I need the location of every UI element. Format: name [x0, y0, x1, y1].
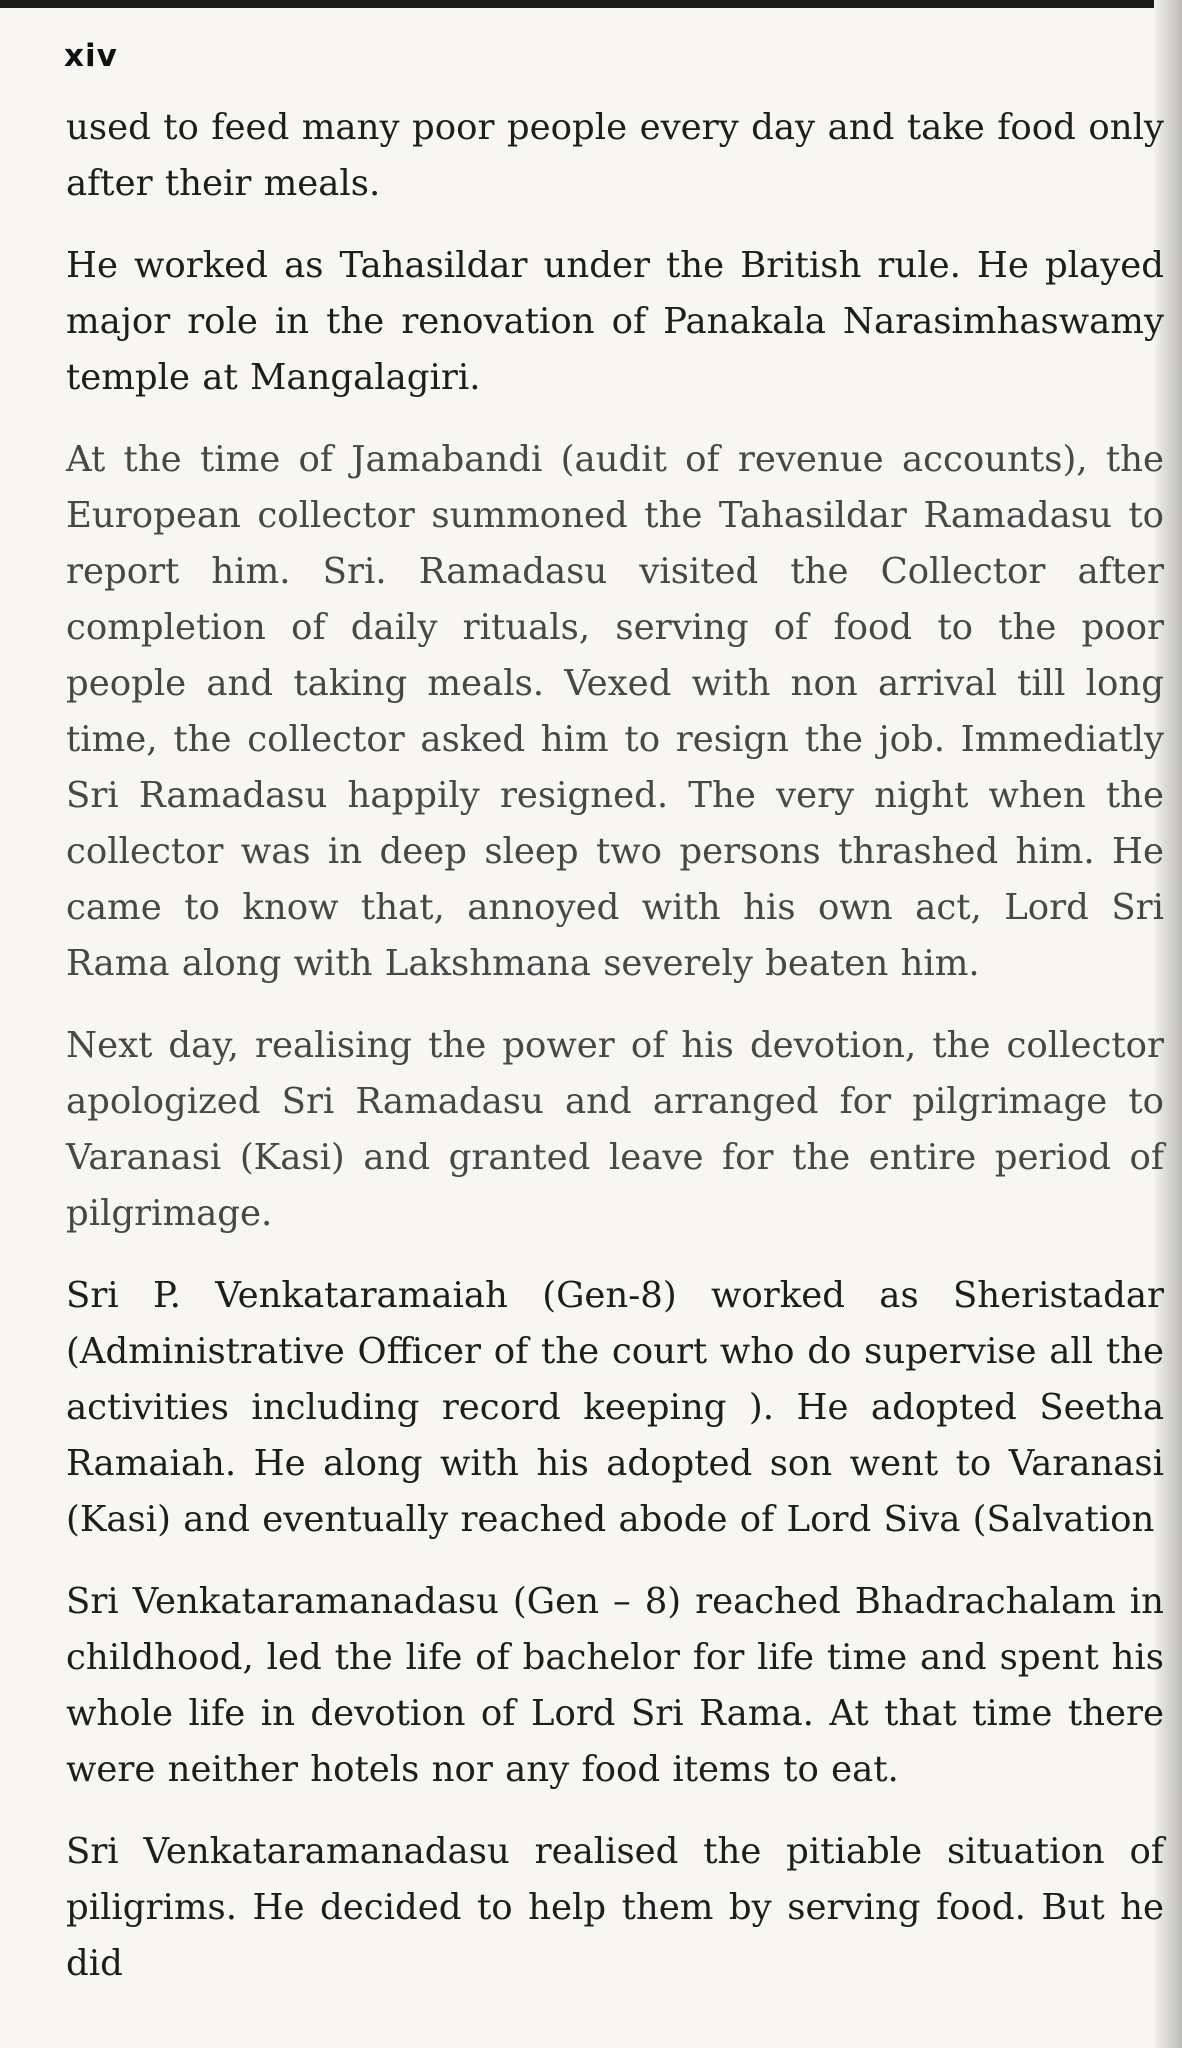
- paragraph-piligrims: Sri Venkataramanadasu realised the pitiable situation of piligrims. He decided to help them by serving food. But he did: [66, 1831, 1164, 1984]
- page-body: [66, 100, 1164, 2018]
- page-number: xiv: [64, 38, 118, 74]
- paragraph-tahasildar: He worked as Tahasildar under the British rule. He played major role in the renovation of Panakala Narasimhaswamy temple at Mangalagiri.: [66, 245, 1164, 398]
- paragraph-venkataramaiah: Sri P. Venkataramaiah (Gen-8) worked as Sheristadar (Administrative Officer of the court who do supervise all the activities including record keeping ). He adopted Seetha Ramaiah. He along with his adopted son went to Varanasi (Kasi) and eventually reached abode of Lord Siva (Salvation: [66, 1275, 1164, 1540]
- paragraph-jamabandi: At the time of Jamabandi (audit of revenue accounts), the European collector summoned the Tahasildar Ramadasu to report him. Sri. Ramadasu visited the Collector after completion of daily rituals, serving of food to the poor people and taking meals. Vexed with non arrival till long time, the collector asked him to resign the job. Immediatly Sri Ramadasu happily resigned. The very night when the collector was in deep sleep two persons thrashed him. He came to know that, annoyed with his own act, Lord Sri Rama along with Lakshmana severely beaten him.: [66, 439, 1164, 984]
- page-top-edge: [0, 0, 1182, 8]
- paragraph-feeding-poor: used to feed many poor people every day and take food only after their meals.: [66, 107, 1164, 204]
- paragraph-venkataramanadasu: Sri Venkataramanadasu (Gen – 8) reached Bhadrachalam in childhood, led the life of bachelor for life time and spent his whole life in devotion of Lord Sri Rama. At that time there were neither hotels nor any food items to eat.: [66, 1581, 1164, 1790]
- paragraph-next-day: Next day, realising the power of his devotion, the collector apologized Sri Ramadasu and arranged for pilgrimage to Varanasi (Kasi) and granted leave for the entire period of pilgrimage.: [66, 1025, 1164, 1234]
